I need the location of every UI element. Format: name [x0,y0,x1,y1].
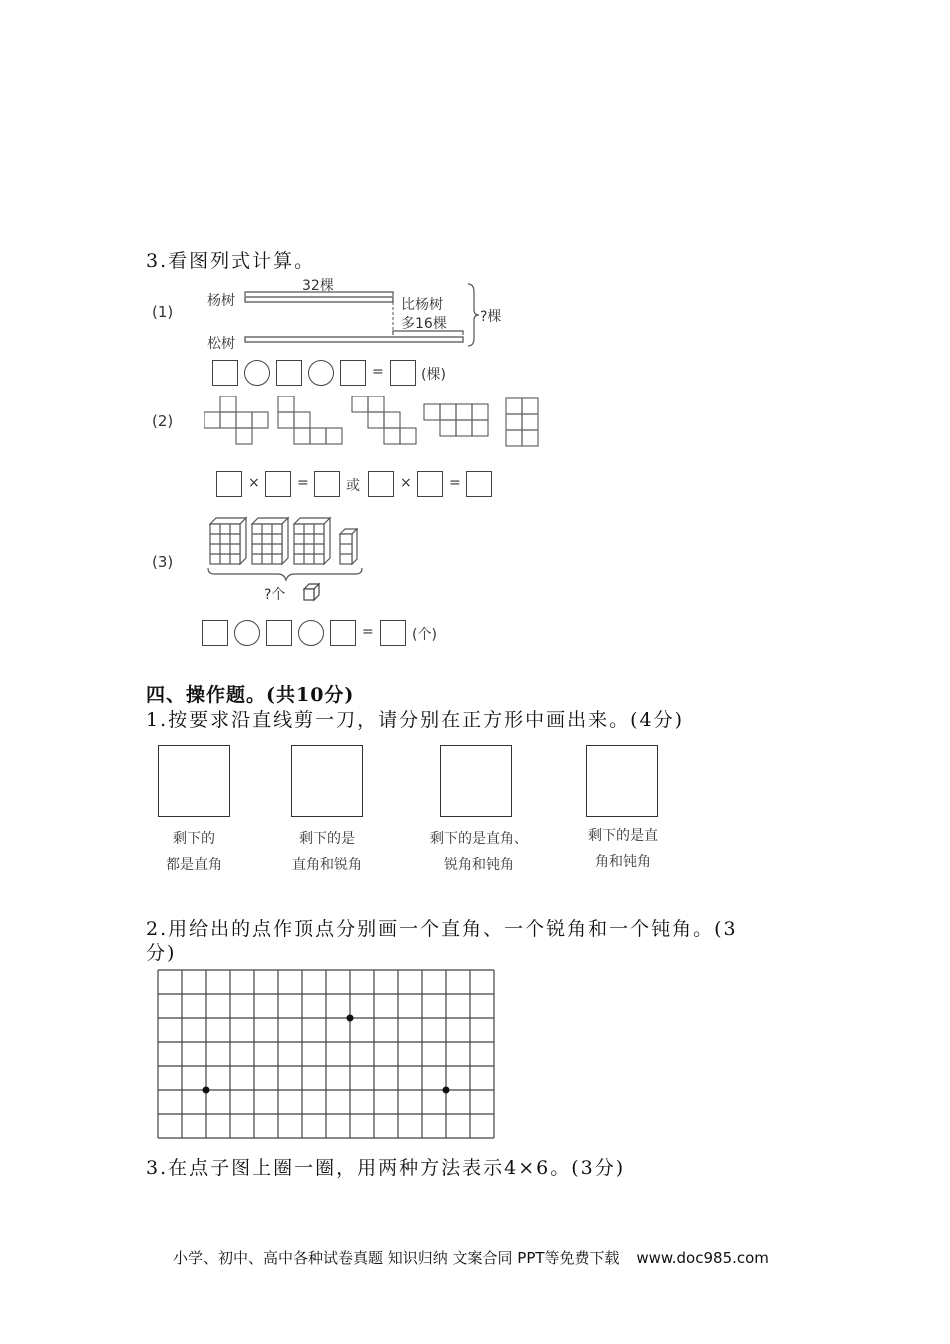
p3-label: (3) [152,553,174,571]
cube-stack [252,518,288,564]
cube-net [278,396,342,444]
q4-2-line2: 分) [146,942,177,964]
diff-brace [393,331,463,335]
times-sign: × [400,475,412,491]
song-label: 松树 [207,336,235,352]
cut-square-2[interactable] [291,745,363,817]
answer-box[interactable] [216,471,242,497]
angle-grid[interactable] [157,969,497,1141]
question-count: ?个 [264,587,286,603]
caption-line: 都是直角 [166,857,222,873]
cube-stacks-figure [204,512,374,608]
q4-1-text: 1.按要求沿直线剪一刀，请分别在正方形中画出来。(4分) [146,709,685,731]
operator-circle[interactable] [244,360,270,386]
diff-line1: 比杨树 [401,297,443,313]
small-cube-icon [304,584,319,600]
caption-line: 剩下的是直角、 [430,831,528,847]
q3-title: 3.看图列式计算。 [146,250,316,272]
bottom-brace [208,568,362,580]
question-total: ?棵 [480,309,502,325]
p2-label: (2) [152,412,174,430]
or-label: 或 [346,478,360,494]
cut-square-3[interactable] [440,745,512,817]
cube-net [506,398,538,446]
grid-vertex-point [347,1015,354,1022]
operator-circle[interactable] [298,620,324,646]
caption-line: 锐角和钝角 [444,857,514,873]
yang-count: 32棵 [302,278,334,294]
cube-net [204,396,268,444]
cube-net [424,404,488,436]
answer-box[interactable] [266,620,292,646]
cube-nets-figure [204,396,544,448]
equals-sign: = [372,364,384,380]
yang-label: 杨树 [207,293,235,309]
times-sign: × [248,475,260,491]
footer-text [173,1247,769,1268]
answer-box[interactable] [340,360,366,386]
operator-circle[interactable] [234,620,260,646]
equals-sign: = [362,624,374,640]
result-box[interactable] [466,471,492,497]
cube-column [340,529,357,564]
caption-line: 剩下的是 [299,831,355,847]
unit-label: (个) [412,627,437,643]
equals-sign: = [297,475,309,491]
q4-2-line1: 2.用给出的点作顶点分别画一个直角、一个锐角和一个钝角。(3 [146,918,738,940]
square-caption-1 [144,826,244,878]
caption-line: 剩下的是直 [588,828,658,844]
cube-net [352,396,416,444]
p1-label: (1) [152,303,174,321]
caption-line: 角和钝角 [595,854,651,870]
q4-3-text: 3.在点子图上圈一圈，用两种方法表示4×6。(3分) [146,1157,626,1179]
answer-box[interactable] [212,360,238,386]
footer-url[interactable]: www.doc985.com [636,1249,769,1267]
result-box[interactable] [314,471,340,497]
answer-box[interactable] [202,620,228,646]
grid-vertex-point [443,1087,450,1094]
cut-square-1[interactable] [158,745,230,817]
caption-line: 直角和锐角 [292,857,362,873]
yang-brace [245,292,393,296]
song-bar [245,337,463,342]
yang-bar [245,297,393,302]
answer-box[interactable] [368,471,394,497]
result-box[interactable] [380,620,406,646]
answer-box[interactable] [276,360,302,386]
answer-box[interactable] [330,620,356,646]
operator-circle[interactable] [308,360,334,386]
footer-promo: 小学、初中、高中各种试卷真题 知识归纳 文案合同 PPT等免费下载 [173,1249,620,1267]
section4-heading: 四、操作题。(共10分) [146,684,355,706]
result-box[interactable] [390,360,416,386]
square-caption-4 [568,823,678,875]
unit-label: (棵) [421,367,446,383]
grid-vertex-point [203,1087,210,1094]
tree-bar-diagram [240,280,480,350]
square-caption-3 [416,826,542,878]
square-caption-2 [272,826,382,878]
cube-stack [210,518,246,564]
diff-line2: 多16棵 [401,316,447,332]
equals-sign: = [449,475,461,491]
cut-square-4[interactable] [586,745,658,817]
answer-box[interactable] [265,471,291,497]
cube-stack [294,518,330,564]
total-brace [468,284,479,346]
caption-line: 剩下的 [173,831,215,847]
answer-box[interactable] [417,471,443,497]
